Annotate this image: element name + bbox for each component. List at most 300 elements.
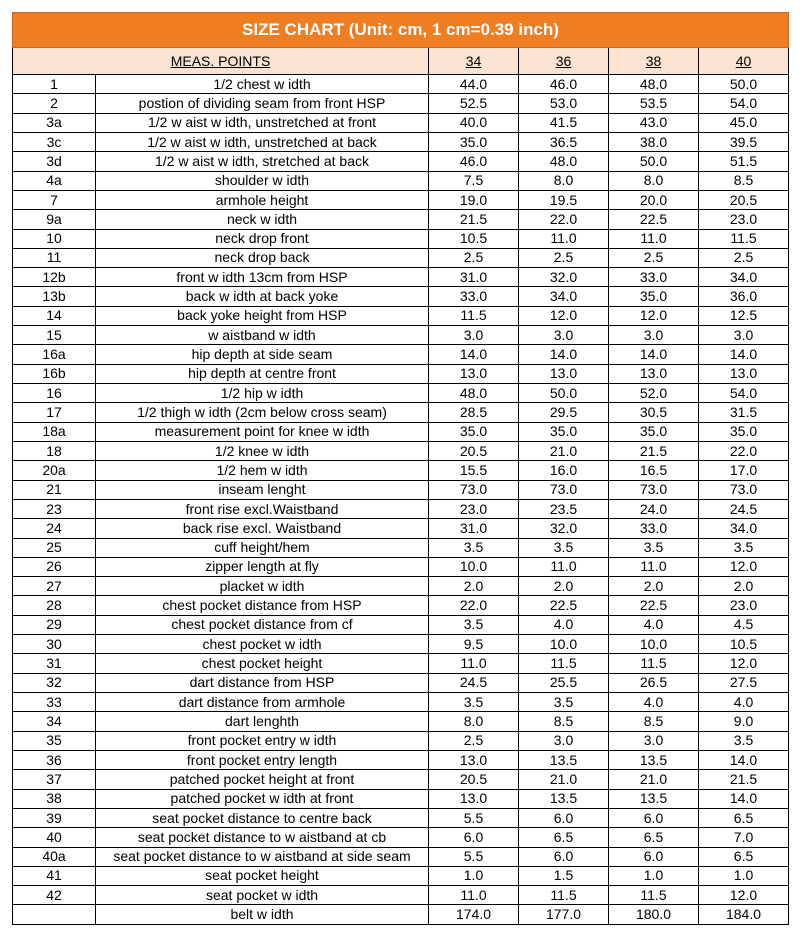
row-value-40: 23.0 [699, 210, 789, 229]
row-description: seat pocket distance to w aistband at side seam [96, 847, 429, 866]
row-value-34: 10.0 [429, 557, 519, 576]
row-description: seat pocket distance to centre back [96, 808, 429, 827]
row-description: front w idth 13cm from HSP [96, 268, 429, 287]
row-number: 1 [13, 75, 96, 94]
row-value-40: 23.0 [699, 596, 789, 615]
row-value-34: 21.5 [429, 210, 519, 229]
row-value-36: 6.0 [519, 808, 609, 827]
row-value-40: 39.5 [699, 132, 789, 151]
size-chart [12, 12, 788, 925]
row-value-36: 12.0 [519, 306, 609, 325]
row-number: 24 [13, 519, 96, 538]
header-size: 34 [429, 48, 519, 75]
row-value-38: 6.5 [609, 828, 699, 847]
row-value-40: 31.5 [699, 403, 789, 422]
row-description: 1/2 w aist w idth, stretched at back [96, 152, 429, 171]
row-value-36: 73.0 [519, 480, 609, 499]
table-row [13, 210, 789, 229]
row-value-40: 21.5 [699, 770, 789, 789]
row-value-36: 11.0 [519, 557, 609, 576]
row-value-36: 4.0 [519, 615, 609, 634]
row-number: 35 [13, 731, 96, 750]
row-description: front pocket entry w idth [96, 731, 429, 750]
row-number: 10 [13, 229, 96, 248]
row-value-34: 35.0 [429, 132, 519, 151]
row-description: 1/2 w aist w idth, unstretched at front [96, 113, 429, 132]
row-value-36: 50.0 [519, 384, 609, 403]
row-description: chest pocket distance from HSP [96, 596, 429, 615]
chart-title: SIZE CHART (Unit: cm, 1 cm=0.39 inch) [13, 13, 789, 48]
row-value-40: 35.0 [699, 422, 789, 441]
row-value-40: 1.0 [699, 866, 789, 885]
row-description: cuff height/hem [96, 538, 429, 557]
row-value-36: 16.0 [519, 461, 609, 480]
row-number: 27 [13, 577, 96, 596]
row-value-34: 22.0 [429, 596, 519, 615]
row-number: 13b [13, 287, 96, 306]
row-description: chest pocket distance from cf [96, 615, 429, 634]
row-value-38: 10.0 [609, 635, 699, 654]
row-value-36: 22.0 [519, 210, 609, 229]
row-value-34: 3.5 [429, 693, 519, 712]
row-description: seat pocket w idth [96, 886, 429, 905]
row-value-36: 41.5 [519, 113, 609, 132]
row-value-40: 11.5 [699, 229, 789, 248]
row-value-36: 177.0 [519, 905, 609, 924]
row-value-34: 11.0 [429, 654, 519, 673]
header-meas-points: MEAS. POINTS [13, 48, 429, 75]
table-row [13, 557, 789, 576]
row-value-34: 3.0 [429, 326, 519, 345]
row-description: armhole height [96, 190, 429, 209]
row-number: 26 [13, 557, 96, 576]
row-value-40: 54.0 [699, 384, 789, 403]
row-value-38: 13.0 [609, 364, 699, 383]
row-value-34: 14.0 [429, 345, 519, 364]
row-description: 1/2 chest w idth [96, 75, 429, 94]
row-description: 1/2 hem w idth [96, 461, 429, 480]
row-value-40: 4.5 [699, 615, 789, 634]
row-value-40: 14.0 [699, 750, 789, 769]
row-value-34: 7.5 [429, 171, 519, 190]
row-value-40: 73.0 [699, 480, 789, 499]
row-value-38: 35.0 [609, 422, 699, 441]
row-value-40: 45.0 [699, 113, 789, 132]
row-value-34: 11.5 [429, 306, 519, 325]
row-value-34: 3.5 [429, 615, 519, 634]
row-value-38: 1.0 [609, 866, 699, 885]
row-number: 36 [13, 750, 96, 769]
row-value-40: 4.0 [699, 693, 789, 712]
row-description: chest pocket w idth [96, 635, 429, 654]
row-value-36: 36.5 [519, 132, 609, 151]
row-value-36: 3.5 [519, 693, 609, 712]
row-number: 14 [13, 306, 96, 325]
table-row [13, 287, 789, 306]
row-value-34: 11.0 [429, 886, 519, 905]
header-size: 36 [519, 48, 609, 75]
table-row [13, 808, 789, 827]
row-value-36: 23.5 [519, 499, 609, 518]
row-value-38: 33.0 [609, 519, 699, 538]
table-row [13, 750, 789, 769]
row-value-38: 180.0 [609, 905, 699, 924]
row-number: 15 [13, 326, 96, 345]
row-value-34: 44.0 [429, 75, 519, 94]
table-row [13, 635, 789, 654]
row-value-34: 48.0 [429, 384, 519, 403]
row-number: 42 [13, 886, 96, 905]
row-description: zipper length at fly [96, 557, 429, 576]
row-description: shoulder w idth [96, 171, 429, 190]
row-number: 31 [13, 654, 96, 673]
size-chart-table [12, 12, 789, 925]
row-value-36: 29.5 [519, 403, 609, 422]
row-value-36: 2.0 [519, 577, 609, 596]
row-value-34: 35.0 [429, 422, 519, 441]
row-description: patched pocket height at front [96, 770, 429, 789]
row-value-38: 21.0 [609, 770, 699, 789]
row-description: 1/2 hip w idth [96, 384, 429, 403]
row-value-40: 3.0 [699, 326, 789, 345]
row-value-38: 20.0 [609, 190, 699, 209]
row-value-36: 3.0 [519, 731, 609, 750]
row-description: back yoke height from HSP [96, 306, 429, 325]
row-value-36: 48.0 [519, 152, 609, 171]
row-description: neck drop back [96, 248, 429, 267]
row-value-34: 5.5 [429, 808, 519, 827]
row-value-34: 19.0 [429, 190, 519, 209]
header-size: 38 [609, 48, 699, 75]
row-value-40: 2.0 [699, 577, 789, 596]
row-number: 29 [13, 615, 96, 634]
table-row [13, 171, 789, 190]
row-value-40: 24.5 [699, 499, 789, 518]
row-description: neck w idth [96, 210, 429, 229]
row-value-38: 73.0 [609, 480, 699, 499]
row-value-34: 13.0 [429, 789, 519, 808]
row-value-40: 13.0 [699, 364, 789, 383]
row-description: chest pocket height [96, 654, 429, 673]
row-description: dart distance from armhole [96, 693, 429, 712]
row-value-34: 10.5 [429, 229, 519, 248]
row-value-36: 32.0 [519, 519, 609, 538]
row-value-36: 2.5 [519, 248, 609, 267]
row-value-40: 12.5 [699, 306, 789, 325]
table-row [13, 461, 789, 480]
table-row [13, 306, 789, 325]
row-value-38: 12.0 [609, 306, 699, 325]
row-value-40: 10.5 [699, 635, 789, 654]
row-number: 40a [13, 847, 96, 866]
row-value-38: 3.0 [609, 731, 699, 750]
table-row [13, 770, 789, 789]
table-row [13, 403, 789, 422]
row-description: front rise excl.Waistband [96, 499, 429, 518]
row-value-36: 25.5 [519, 673, 609, 692]
row-number: 11 [13, 248, 96, 267]
table-row [13, 441, 789, 460]
header-row [13, 48, 789, 75]
row-value-36: 1.5 [519, 866, 609, 885]
row-value-34: 23.0 [429, 499, 519, 518]
table-row [13, 364, 789, 383]
table-body [13, 75, 789, 925]
row-number: 4a [13, 171, 96, 190]
row-value-38: 33.0 [609, 268, 699, 287]
row-value-34: 24.5 [429, 673, 519, 692]
table-row [13, 847, 789, 866]
row-value-38: 30.5 [609, 403, 699, 422]
row-number: 23 [13, 499, 96, 518]
row-number: 25 [13, 538, 96, 557]
row-value-36: 13.0 [519, 364, 609, 383]
row-value-40: 51.5 [699, 152, 789, 171]
table-row [13, 113, 789, 132]
table-row [13, 905, 789, 924]
row-value-36: 34.0 [519, 287, 609, 306]
row-number: 17 [13, 403, 96, 422]
row-value-40: 12.0 [699, 886, 789, 905]
row-number: 18a [13, 422, 96, 441]
row-number: 37 [13, 770, 96, 789]
row-value-34: 5.5 [429, 847, 519, 866]
row-number: 18 [13, 441, 96, 460]
row-value-40: 8.5 [699, 171, 789, 190]
table-row [13, 828, 789, 847]
row-value-38: 8.5 [609, 712, 699, 731]
row-value-38: 35.0 [609, 287, 699, 306]
row-value-38: 22.5 [609, 596, 699, 615]
row-value-34: 15.5 [429, 461, 519, 480]
row-value-34: 52.5 [429, 94, 519, 113]
row-value-40: 36.0 [699, 287, 789, 306]
row-number: 28 [13, 596, 96, 615]
row-value-38: 3.5 [609, 538, 699, 557]
row-value-40: 20.5 [699, 190, 789, 209]
row-value-36: 11.5 [519, 654, 609, 673]
row-value-36: 13.5 [519, 789, 609, 808]
row-value-36: 11.5 [519, 886, 609, 905]
row-value-36: 35.0 [519, 422, 609, 441]
row-number: 16 [13, 384, 96, 403]
row-description: measurement point for knee w idth [96, 422, 429, 441]
row-value-38: 16.5 [609, 461, 699, 480]
row-value-36: 11.0 [519, 229, 609, 248]
row-value-38: 8.0 [609, 171, 699, 190]
row-description: belt w idth [96, 905, 429, 924]
row-value-38: 43.0 [609, 113, 699, 132]
row-number: 9a [13, 210, 96, 229]
row-number: 2 [13, 94, 96, 113]
row-value-34: 46.0 [429, 152, 519, 171]
row-description: front pocket entry length [96, 750, 429, 769]
row-value-38: 4.0 [609, 693, 699, 712]
row-description: 1/2 knee w idth [96, 441, 429, 460]
table-row [13, 345, 789, 364]
row-value-36: 6.5 [519, 828, 609, 847]
row-number: 12b [13, 268, 96, 287]
table-row [13, 499, 789, 518]
row-number: 38 [13, 789, 96, 808]
row-value-38: 14.0 [609, 345, 699, 364]
row-value-34: 73.0 [429, 480, 519, 499]
row-description: dart distance from HSP [96, 673, 429, 692]
row-number: 39 [13, 808, 96, 827]
row-number: 7 [13, 190, 96, 209]
row-value-34: 31.0 [429, 519, 519, 538]
row-value-38: 21.5 [609, 441, 699, 460]
row-description: 1/2 thigh w idth (2cm below cross seam) [96, 403, 429, 422]
row-description: back w idth at back yoke [96, 287, 429, 306]
table-row [13, 886, 789, 905]
table-row [13, 248, 789, 267]
row-value-40: 54.0 [699, 94, 789, 113]
row-value-34: 33.0 [429, 287, 519, 306]
table-row [13, 268, 789, 287]
table-row [13, 577, 789, 596]
table-row [13, 384, 789, 403]
row-description: neck drop front [96, 229, 429, 248]
table-row [13, 422, 789, 441]
row-value-34: 28.5 [429, 403, 519, 422]
row-value-40: 34.0 [699, 519, 789, 538]
row-description: placket w idth [96, 577, 429, 596]
row-value-34: 8.0 [429, 712, 519, 731]
row-value-36: 21.0 [519, 441, 609, 460]
table-row [13, 94, 789, 113]
row-value-38: 22.5 [609, 210, 699, 229]
row-value-38: 6.0 [609, 808, 699, 827]
row-value-34: 6.0 [429, 828, 519, 847]
row-value-36: 46.0 [519, 75, 609, 94]
row-value-40: 22.0 [699, 441, 789, 460]
table-row [13, 615, 789, 634]
row-number: 40 [13, 828, 96, 847]
row-value-38: 3.0 [609, 326, 699, 345]
row-value-36: 14.0 [519, 345, 609, 364]
row-value-38: 26.5 [609, 673, 699, 692]
row-value-40: 50.0 [699, 75, 789, 94]
row-description: 1/2 w aist w idth, unstretched at back [96, 132, 429, 151]
row-value-38: 11.5 [609, 654, 699, 673]
row-value-40: 6.5 [699, 847, 789, 866]
table-row [13, 480, 789, 499]
row-value-40: 12.0 [699, 654, 789, 673]
row-value-36: 8.5 [519, 712, 609, 731]
table-row [13, 673, 789, 692]
row-description: dart lenghth [96, 712, 429, 731]
row-value-38: 52.0 [609, 384, 699, 403]
row-number [13, 905, 96, 924]
row-value-34: 20.5 [429, 770, 519, 789]
row-value-38: 53.5 [609, 94, 699, 113]
table-row [13, 866, 789, 885]
row-value-34: 2.0 [429, 577, 519, 596]
row-value-36: 10.0 [519, 635, 609, 654]
row-value-36: 21.0 [519, 770, 609, 789]
row-value-38: 11.0 [609, 229, 699, 248]
row-value-34: 40.0 [429, 113, 519, 132]
table-row [13, 654, 789, 673]
row-value-40: 34.0 [699, 268, 789, 287]
table-row [13, 789, 789, 808]
row-value-34: 9.5 [429, 635, 519, 654]
row-value-40: 7.0 [699, 828, 789, 847]
table-row [13, 693, 789, 712]
row-value-38: 24.0 [609, 499, 699, 518]
table-row [13, 519, 789, 538]
row-value-36: 19.5 [519, 190, 609, 209]
row-value-38: 2.5 [609, 248, 699, 267]
row-value-38: 4.0 [609, 615, 699, 634]
row-value-36: 3.5 [519, 538, 609, 557]
row-value-40: 6.5 [699, 808, 789, 827]
table-row [13, 229, 789, 248]
row-number: 32 [13, 673, 96, 692]
row-number: 16b [13, 364, 96, 383]
table-row [13, 152, 789, 171]
row-description: postion of dividing seam from front HSP [96, 94, 429, 113]
row-value-34: 1.0 [429, 866, 519, 885]
row-value-36: 32.0 [519, 268, 609, 287]
row-value-38: 2.0 [609, 577, 699, 596]
table-row [13, 712, 789, 731]
row-value-38: 11.5 [609, 886, 699, 905]
row-number: 30 [13, 635, 96, 654]
row-value-40: 17.0 [699, 461, 789, 480]
row-value-36: 53.0 [519, 94, 609, 113]
row-value-38: 13.5 [609, 750, 699, 769]
row-number: 3d [13, 152, 96, 171]
table-row [13, 75, 789, 94]
row-value-36: 8.0 [519, 171, 609, 190]
row-value-36: 13.5 [519, 750, 609, 769]
row-number: 3a [13, 113, 96, 132]
row-value-34: 174.0 [429, 905, 519, 924]
row-number: 33 [13, 693, 96, 712]
row-value-38: 6.0 [609, 847, 699, 866]
row-description: patched pocket w idth at front [96, 789, 429, 808]
row-number: 41 [13, 866, 96, 885]
table-row [13, 132, 789, 151]
row-value-34: 13.0 [429, 364, 519, 383]
row-value-40: 2.5 [699, 248, 789, 267]
row-value-36: 22.5 [519, 596, 609, 615]
row-value-34: 2.5 [429, 731, 519, 750]
row-value-40: 3.5 [699, 538, 789, 557]
row-number: 21 [13, 480, 96, 499]
row-value-40: 12.0 [699, 557, 789, 576]
row-value-38: 48.0 [609, 75, 699, 94]
row-value-34: 31.0 [429, 268, 519, 287]
row-value-34: 13.0 [429, 750, 519, 769]
row-description: seat pocket distance to w aistband at cb [96, 828, 429, 847]
row-description: back rise excl. Waistband [96, 519, 429, 538]
row-number: 16a [13, 345, 96, 364]
row-value-38: 11.0 [609, 557, 699, 576]
table-row [13, 731, 789, 750]
table-row [13, 326, 789, 345]
row-value-34: 3.5 [429, 538, 519, 557]
row-value-38: 38.0 [609, 132, 699, 151]
row-value-40: 27.5 [699, 673, 789, 692]
row-number: 20a [13, 461, 96, 480]
row-number: 34 [13, 712, 96, 731]
row-description: w aistband w idth [96, 326, 429, 345]
header-size: 40 [699, 48, 789, 75]
row-value-36: 6.0 [519, 847, 609, 866]
